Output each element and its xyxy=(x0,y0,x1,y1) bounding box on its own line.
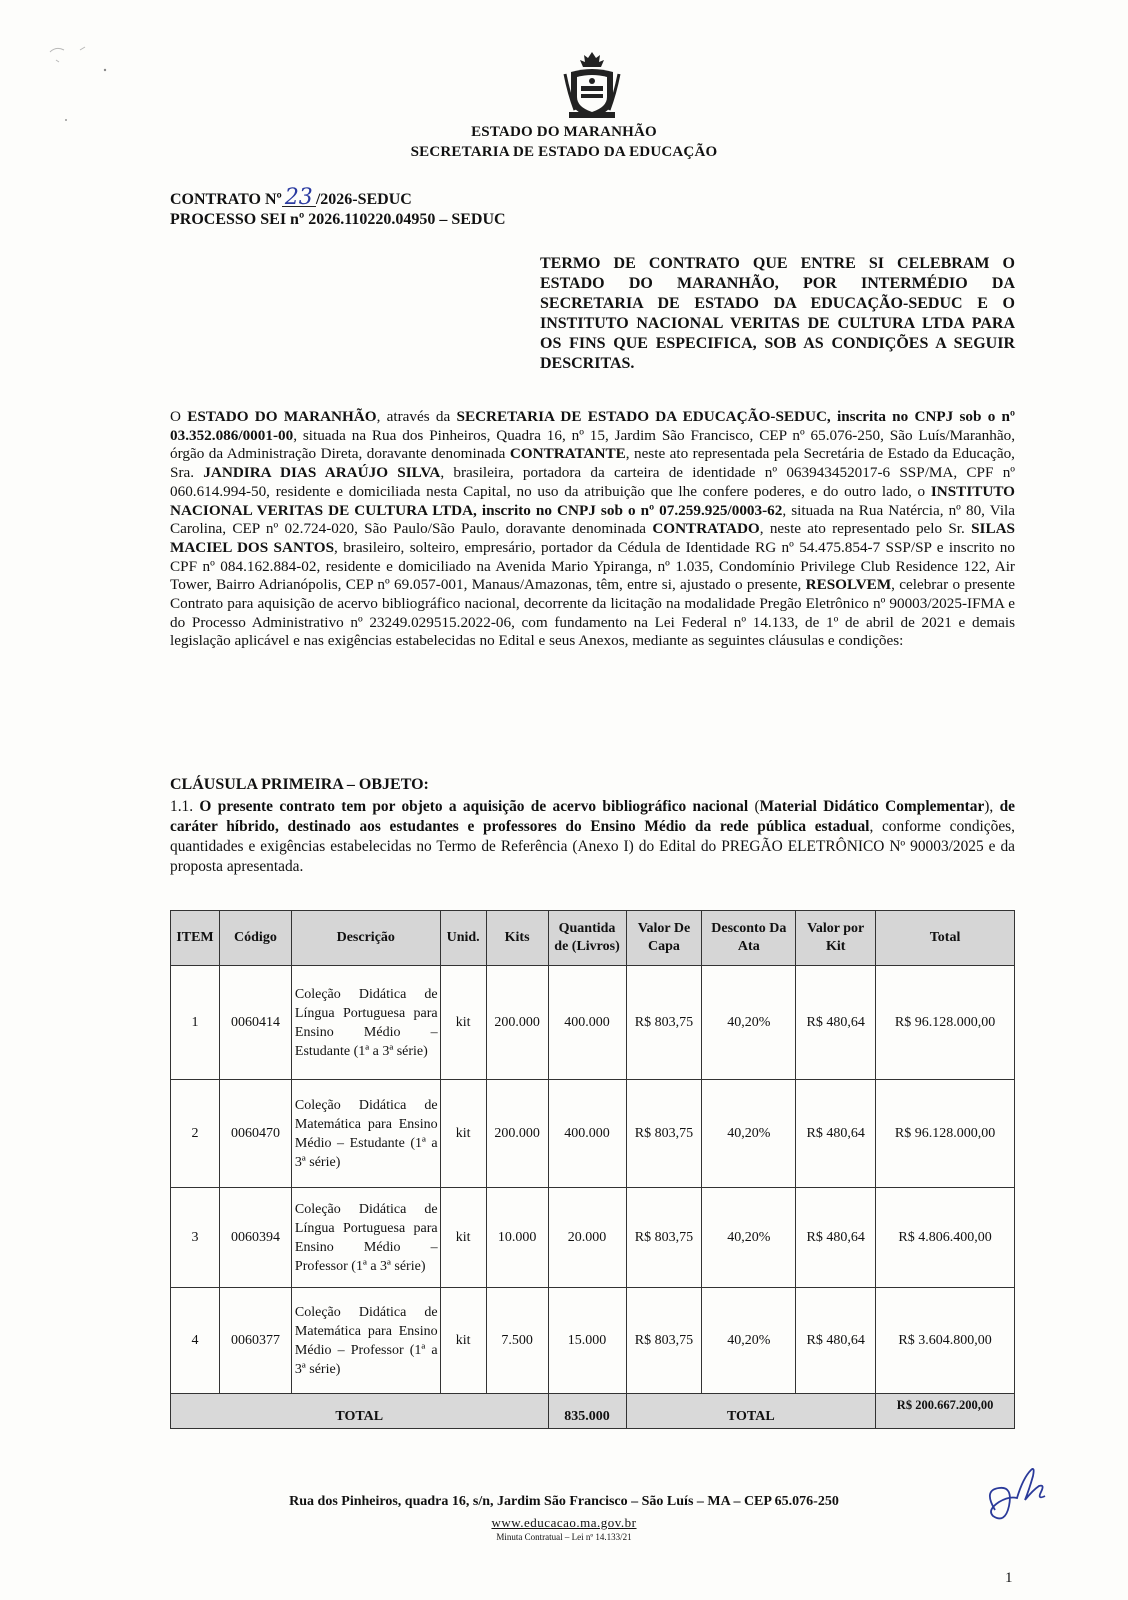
cell-quantity: 400.000 xyxy=(548,966,626,1080)
intro-run: , neste ato representado pelo Sr. xyxy=(759,520,972,538)
clause-1-run: , conforme condições, quantidades e exigências estabelecidas no Termo de Referência (Anexo I) do Edital do PREGÃO ELETRÔNICO Nº 90003/2025 e da proposta apresentada. xyxy=(170,818,1015,875)
total-quantity: 835.000 xyxy=(548,1394,626,1429)
contract-number-handwritten: 23 xyxy=(282,190,316,207)
clause-1-run: O presente contrato tem por objeto a aquisição de acervo bibliográfico nacional xyxy=(199,798,749,815)
intro-run: , neste ato representada pela Secretária de Estado da Educação, Sra. xyxy=(170,445,1015,482)
footer-note: Minuta Contratual – Lei nº 14.133/21 xyxy=(496,1532,632,1542)
clause-1-run: ( xyxy=(748,798,760,815)
cell-item: 2 xyxy=(171,1080,220,1188)
cell-cover-price: R$ 803,75 xyxy=(626,1188,702,1288)
clause-1-run: 1.1. xyxy=(170,798,200,815)
cell-unit: kit xyxy=(440,966,486,1080)
col-kits: Kits xyxy=(486,911,548,966)
table-row xyxy=(171,966,1015,1080)
footer-address: Rua dos Pinheiros, quadra 16, s/n, Jardim São Francisco – São Luís – MA – CEP 65.076-250 xyxy=(289,1494,839,1509)
intro-run: CONTRATADO xyxy=(652,520,760,538)
clause-1-run: de caráter híbrido, destinado aos estudantes e professores do Ensino Médio da rede pública estadual xyxy=(170,798,1016,835)
intro-run: , situada na Rua Natércia, nº 80, Vila Carolina, CEP nº 02.724-020, São Paulo/São Paulo, doravante denominada xyxy=(170,501,1015,538)
cell-description: Coleção Didática de Matemática para Ensino Médio – Estudante (1ª a 3ª série) xyxy=(291,1080,440,1188)
col-cover-price: Valor De Capa xyxy=(626,911,702,966)
cell-quantity: 15.000 xyxy=(548,1288,626,1394)
cell-code: 0060394 xyxy=(219,1188,291,1288)
termo-heading: TERMO DE CONTRATO QUE ENTRE SI CELEBRAM O ESTADO DO MARANHÃO, POR INTERMÉDIO DA SECRETARIA DE ESTADO DA EDUCAÇÃO-SEDUC E O INSTITUTO NACIONAL VERITAS DE CULTURA LTDA PARA OS FINS QUE ESPECIFICA, SOB AS CONDIÇÕES A SEGUIR DESCRITAS. xyxy=(540,255,1015,372)
cell-kit-value: R$ 480,64 xyxy=(796,1080,876,1188)
intro-run: , situada na Rua dos Pinheiros, Quadra 16, nº 15, Jardim São Francisco, CEP nº 65.076-250, São Luís/Maranhão, órgão da Administração Direta, doravante denominada xyxy=(170,426,1015,463)
cell-unit: kit xyxy=(440,1188,486,1288)
process-number: PROCESSO SEI nº 2026.110220.04950 – SEDUC xyxy=(170,211,506,228)
cell-description: Coleção Didática de Matemática para Ensino Médio – Professor (1ª a 3ª série) xyxy=(291,1288,440,1394)
header-secretaria: SECRETARIA DE ESTADO DA EDUCAÇÃO xyxy=(410,144,718,160)
cell-kit-value: R$ 480,64 xyxy=(796,966,876,1080)
contract-prefix: CONTRATO Nº xyxy=(170,191,282,208)
intro-run: JANDIRA DIAS ARAÚJO SILVA xyxy=(203,464,441,482)
cell-quantity: 20.000 xyxy=(548,1188,626,1288)
intro-run: SECRETARIA DE ESTADO DA EDUCAÇÃO-SEDUC, inscrita no CNPJ sob o nº 03.352.086/0001-00 xyxy=(170,408,1015,444)
intro-run: , brasileiro, solteiro, empresário, portador da Cédula de Identidade RG nº 54.475.854-7 SSP/SP e inscrito no CPF nº 084.162.884-02, residente e domiciliado na Avenida Mario Ypiranga, nº 1.035, Condomínio Privilege Club Residence 122, Air Tower, Bairro Adrianópolis, CEP nº 69.057-001, Manaus/Amazonas, têm, entre si, ajustado o presente, xyxy=(170,538,1015,594)
col-kit-value: Valor por Kit xyxy=(796,911,876,966)
cell-quantity: 400.000 xyxy=(548,1080,626,1188)
cell-discount: 40,20% xyxy=(702,966,796,1080)
cell-total: R$ 96.128.000,00 xyxy=(876,1080,1015,1188)
page-number: 1 xyxy=(1005,1570,1013,1586)
intro-paragraph xyxy=(170,408,1015,651)
cell-kits: 10.000 xyxy=(486,1188,548,1288)
contract-number-line xyxy=(170,185,506,210)
footer-url-link[interactable]: www.educacao.ma.gov.br xyxy=(491,1515,637,1530)
cell-code: 0060377 xyxy=(219,1288,291,1394)
cell-code: 0060414 xyxy=(219,966,291,1080)
contract-heading xyxy=(170,185,506,230)
items-table xyxy=(170,910,1015,1429)
intro-run: ESTADO DO MARANHÃO xyxy=(187,408,377,425)
handwritten-signature-icon xyxy=(975,1450,1055,1550)
cell-kits: 200.000 xyxy=(486,1080,548,1188)
clause-1-body xyxy=(170,797,1015,877)
cell-description: Coleção Didática de Língua Portuguesa para Ensino Médio – Professor (1ª a 3ª série) xyxy=(291,1188,440,1288)
col-code: Código xyxy=(219,911,291,966)
col-discount: Desconto Da Ata xyxy=(702,911,796,966)
cell-kit-value: R$ 480,64 xyxy=(796,1288,876,1394)
cell-kits: 7.500 xyxy=(486,1288,548,1394)
table-row xyxy=(171,1288,1015,1394)
intro-run: , celebrar o presente Contrato para aquisição de acervo bibliográfico nacional, decorrente da licitação na modalidade Pregão Eletrônico nº 90003/2025-IFMA e do Processo Administrativo nº 23249.029515.2022-06, com fundamento na Lei Federal nº 14.133, de 1º de abril de 2021 e demais legislação aplicável e nas exigências estabelecidas no Edital e seus Anexos, mediante as seguintes cláusulas e condições: xyxy=(170,576,1015,650)
cell-total: R$ 3.604.800,00 xyxy=(876,1288,1015,1394)
cell-cover-price: R$ 803,75 xyxy=(626,966,702,1080)
cell-discount: 40,20% xyxy=(702,1188,796,1288)
cell-discount: 40,20% xyxy=(702,1080,796,1188)
col-total: Total xyxy=(876,911,1015,966)
clause-1-run: Material Didático Complementar xyxy=(759,798,985,815)
intro-run: RESOLVEM xyxy=(805,576,892,594)
clause-1-title: CLÁUSULA PRIMEIRA – OBJETO: xyxy=(170,776,429,793)
cell-total: R$ 4.806.400,00 xyxy=(876,1188,1015,1288)
cell-unit: kit xyxy=(440,1080,486,1188)
col-item: ITEM xyxy=(171,911,220,966)
table-row xyxy=(171,1080,1015,1188)
intro-run: O xyxy=(170,408,188,425)
table-row xyxy=(171,1188,1015,1288)
state-coat-of-arms-icon xyxy=(563,50,621,120)
cell-item: 3 xyxy=(171,1188,220,1288)
col-description: Descrição xyxy=(291,911,440,966)
grand-total: R$ 200.667.200,00 xyxy=(876,1394,1015,1429)
intro-run: SILAS MACIEL DOS SANTOS xyxy=(170,520,1015,556)
clause-1-run: ), xyxy=(984,798,1000,815)
contract-suffix: /2026-SEDUC xyxy=(315,191,412,208)
total-label-right: TOTAL xyxy=(626,1394,876,1429)
cell-item: 1 xyxy=(171,966,220,1080)
cell-cover-price: R$ 803,75 xyxy=(626,1080,702,1188)
total-label-left: TOTAL xyxy=(171,1394,549,1429)
cell-kit-value: R$ 480,64 xyxy=(796,1188,876,1288)
header-state: ESTADO DO MARANHÃO xyxy=(471,124,657,140)
cell-total: R$ 96.128.000,00 xyxy=(876,966,1015,1080)
intro-run: , brasileira, portadora da carteira de identidade nº 063943452017-6 SSP/MA, CPF nº 060.614.994-50, residente e domiciliada nesta Capital, no uso da atribuição que lhe confere poderes, e do outro lado, o xyxy=(170,464,1015,500)
cell-code: 0060470 xyxy=(219,1080,291,1188)
cell-cover-price: R$ 803,75 xyxy=(626,1288,702,1394)
col-quantity: Quantida de (Livros) xyxy=(548,911,626,966)
cell-unit: kit xyxy=(440,1288,486,1394)
intro-run: , através da xyxy=(376,408,457,425)
cell-discount: 40,20% xyxy=(702,1288,796,1394)
table-total-row xyxy=(171,1394,1015,1429)
intro-run: CONTRATANTE xyxy=(509,445,626,463)
table-header-row xyxy=(171,911,1015,966)
cell-description: Coleção Didática de Língua Portuguesa para Ensino Médio – Estudante (1ª a 3ª série) xyxy=(291,966,440,1080)
intro-run: INSTITUTO NACIONAL VERITAS DE CULTURA LTDA, inscrito no CNPJ sob o nº 07.259.925/0003-62 xyxy=(170,482,1015,519)
col-unit: Unid. xyxy=(440,911,486,966)
cell-item: 4 xyxy=(171,1288,220,1394)
cell-kits: 200.000 xyxy=(486,966,548,1080)
